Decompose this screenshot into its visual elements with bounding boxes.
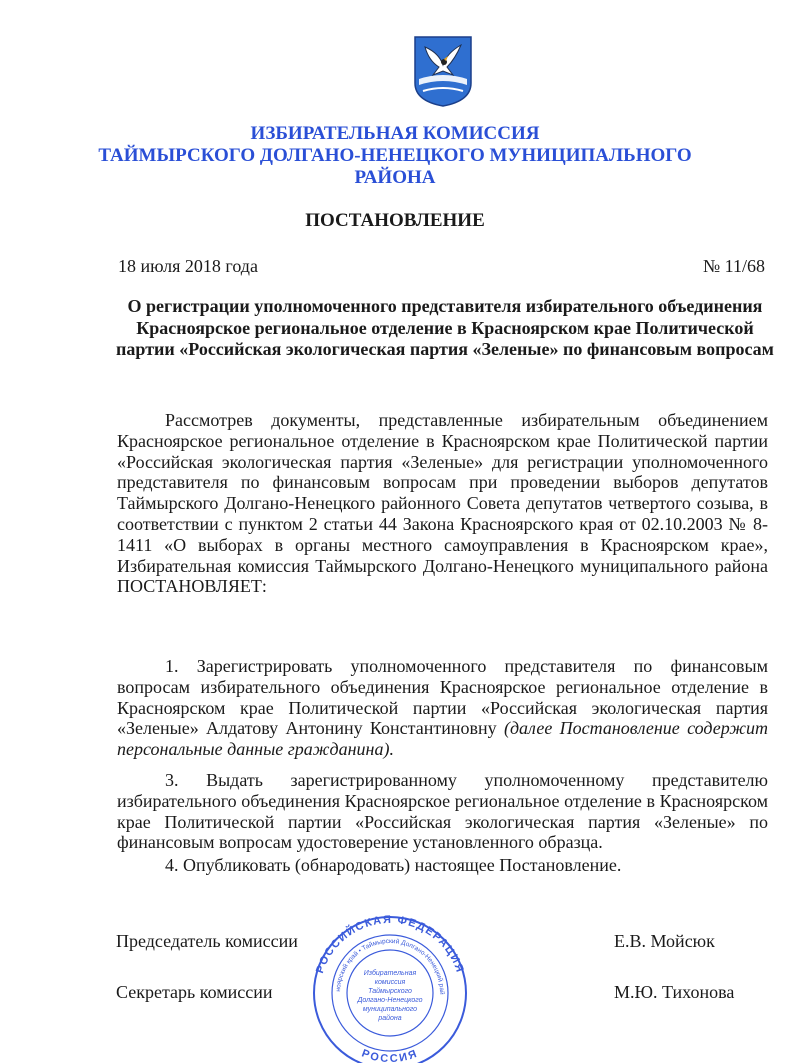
stamp-center-line4: Долгано-Ненецкого — [357, 997, 423, 1004]
resolution-item-3: 3. Выдать зарегистрированному уполномоченному представителю избирательного объединения Красноярское региональное отделение в Красноярском крае Политической партии «Российская экологическая партия «Зеленые» по финансовым вопросам удостоверение установленного образца. — [117, 770, 768, 853]
resolution-item-4: 4. Опубликовать (обнародовать) настоящее Постановление. — [165, 855, 622, 875]
resolution-item-1 — [117, 656, 768, 760]
eagle-emblem-icon — [413, 35, 473, 107]
stamp-outer-top: РОССИЙСКАЯ ФЕДЕРАЦИЯ — [313, 913, 467, 976]
item-1-note: (далее Постановление содержит персональные данные гражданина). — [117, 718, 768, 760]
secretary-name: М.Ю. Тихонова — [614, 982, 735, 1002]
chair-label: Председатель комиссии — [116, 931, 298, 951]
stamp-center-line5: муниципального — [362, 1006, 418, 1013]
preamble-paragraph: Рассмотрев документы, представленные избирательным объединением Красноярское региональное отделение в Красноярском крае Политической партии «Российская экологическая партия «Зеленые» для регистрации уполномоченного представителя по финансовым вопросам при проведении выборов депутатов Таймырского Долгано-Ненецкого районного Совета депутатов четвертого созыва, в соответствии с пунктом 2 статьи 44 Закона Красноярского края от 02.10.2003 № 8-1411 «О выборах в органы местного самоуправления в Красноярском крае», Избирательная комиссия Таймырского Долгано-Ненецкого муниципального района ПОСТАНОВЛЯЕТ: — [117, 410, 768, 597]
org-name-line1: ИЗБИРАТЕЛЬНАЯ КОМИССИЯ — [250, 123, 540, 144]
document-type: ПОСТАНОВЛЕНИЕ — [305, 210, 485, 231]
document-date: 18 июля 2018 года — [118, 256, 258, 276]
document-number: № 11/68 — [702, 256, 765, 276]
stamp-outer-bottom: РОССИЯ — [359, 1047, 421, 1063]
stamp-center-line1: Избирательная — [363, 970, 417, 977]
stamp-inner-ring: ноярский край • Таймырский Долгано-Ненецкий рай — [334, 937, 446, 995]
org-name-line3: РАЙОНА — [354, 167, 436, 188]
item-1-text: 1. Зарегистрировать уполномоченного представителя по финансовым вопросам избирательного объединения Красноярское региональное отделение в Красноярском крае Политической партии «Российская экологическая партия «Зеленые» Алдатову Антонину Константиновну — [117, 656, 768, 739]
secretary-label: Секретарь комиссии — [116, 982, 273, 1002]
stamp-center-line6: района — [378, 1015, 402, 1022]
official-stamp — [300, 913, 480, 1063]
stamp-center-line2: комиссия — [374, 979, 406, 986]
chair-name: Е.В. Мойсюк — [614, 931, 715, 951]
document-subject: О регистрации уполномоченного представителя избирательного объединения Красноярское региональное отделение в Красноярском крае Политической партии «Российская экологическая партия «Зеленые» по финансовым вопросам — [116, 296, 774, 359]
org-name-line2: ТАЙМЫРСКОГО ДОЛГАНО-НЕНЕЦКОГО МУНИЦИПАЛЬНОГО — [98, 145, 692, 166]
stamp-center-line3: Таймырского — [368, 988, 412, 995]
